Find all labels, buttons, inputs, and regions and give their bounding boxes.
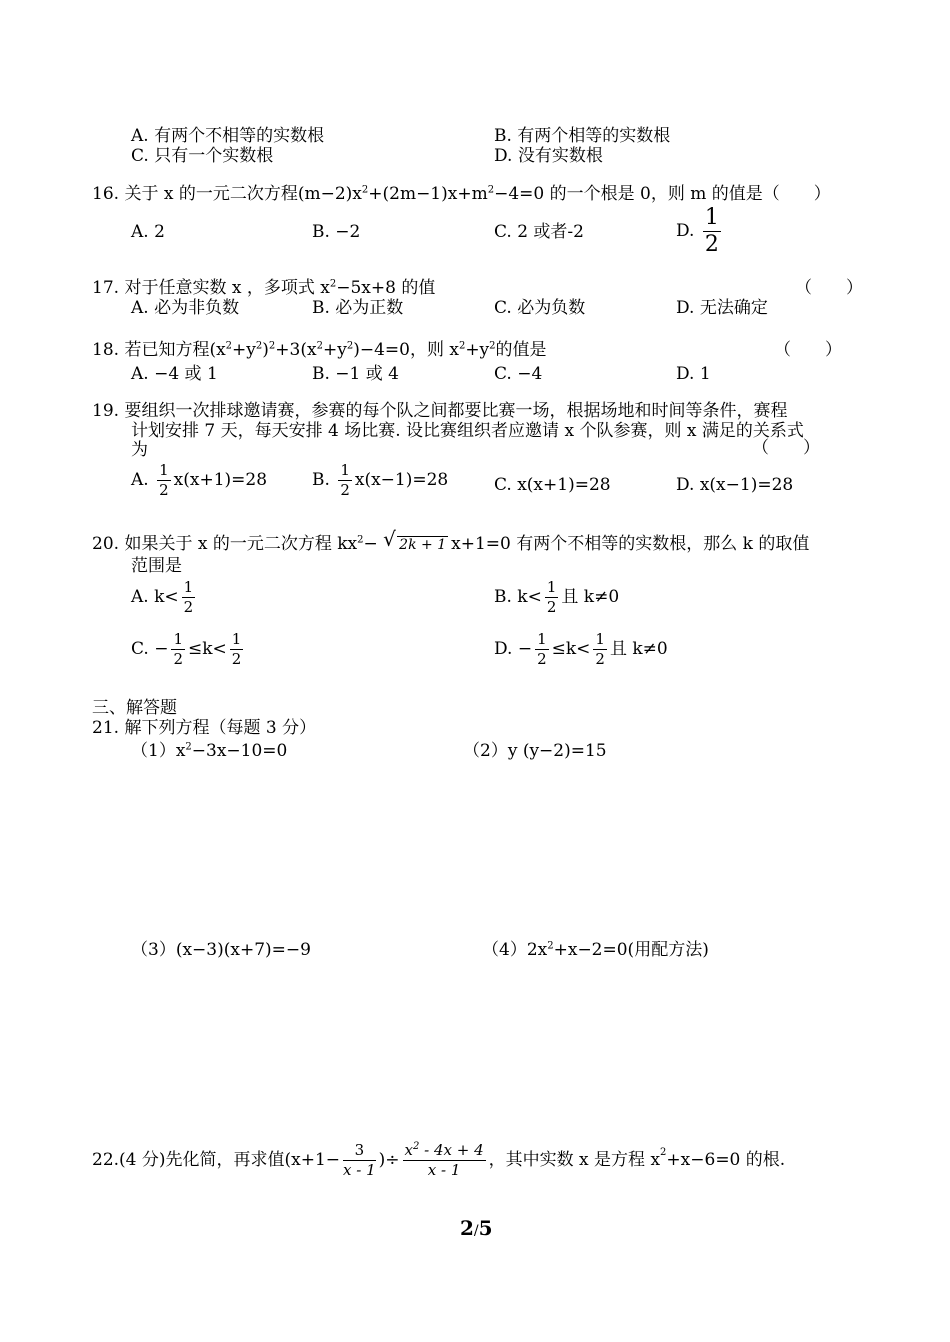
q19-stem-line2: 计划安排 7 天，每天安排 4 场比赛. 设比赛组织者应邀请 x 个队参赛，则 x 满足的关系式 bbox=[131, 421, 804, 441]
q19-option-a: A. $\frac{1}{2}$ x(x+1)=28 bbox=[131, 461, 268, 499]
section-title: 三、解答题 bbox=[92, 698, 177, 718]
q20-option-d: D. − $\frac{1}{2}$ ≤k< $\frac{1}{2}$ 且 k≠0 bbox=[494, 630, 668, 668]
q22-stem: 22.(4 分)先化简，再求值(x+1− $\frac{3}{x - 1}$ )÷ $\frac{x^2 - 4x + 4}{x - 1}$ ，其中实数 x 是方程 $x^2+x-6=0$ 的根. bbox=[92, 1141, 786, 1179]
fraction-one-half: $\frac{1}{2}$ bbox=[231, 630, 242, 668]
q19-answer-paren: （ ） bbox=[752, 438, 820, 458]
q19-stem-line3: 为 bbox=[131, 440, 148, 460]
q20-option-a: A. k< $\frac{1}{2}$ bbox=[131, 578, 194, 616]
q19-option-d: D. x(x−1)=28 bbox=[676, 475, 794, 495]
q16-option-d: D. $\frac{1}{2}$ bbox=[676, 205, 719, 257]
fraction-one-half: $\frac{1}{2}$ bbox=[704, 205, 719, 257]
q19-option-b: B. $\frac{1}{2}$ x(x−1)=28 bbox=[312, 461, 449, 499]
q21-part-4: $(4)2x^2+x-2=0$(用配方法) bbox=[482, 940, 709, 960]
fraction-one-half: $\frac{1}{2}$ bbox=[546, 578, 557, 616]
q15-option-d: D. 没有实数根 bbox=[494, 146, 603, 166]
q17-answer-paren: （ ） bbox=[795, 278, 863, 298]
fraction-one-half: $\frac{1}{2}$ bbox=[159, 461, 169, 499]
fraction-one-half: $\frac{1}{2}$ bbox=[183, 578, 194, 616]
q16-option-b: B. −2 bbox=[312, 222, 361, 242]
q17-option-a: A. 必为非负数 bbox=[131, 298, 240, 318]
q18-stem: 18. 若已知方程$(x^2+y^2)^2+3(x^2+y^2)-4=0$，则 $x^2+y^2$的值是 bbox=[92, 340, 547, 360]
fraction-one-half: $\frac{1}{2}$ bbox=[537, 630, 547, 668]
fraction-3-over-x-minus-1: $\frac{3}{x - 1}$ bbox=[343, 1141, 376, 1179]
q18-option-a: A. −4 或 1 bbox=[131, 364, 218, 384]
q17-option-c: C. 必为负数 bbox=[494, 298, 586, 318]
fraction-quadratic-over-x-minus-1: $\frac{x^2 - 4x + 4}{x - 1}$ bbox=[404, 1141, 484, 1179]
q21-part-2: （2）y (y−2)=15 bbox=[463, 741, 607, 761]
fraction-one-half: $\frac{1}{2}$ bbox=[173, 630, 183, 668]
q15-option-a: A. 有两个不相等的实数根 bbox=[131, 126, 325, 146]
q18-option-c: C. −4 bbox=[494, 364, 543, 384]
q15-option-b: B. 有两个相等的实数根 bbox=[494, 126, 671, 146]
q15-option-c: C. 只有一个实数根 bbox=[131, 146, 274, 166]
q19-option-c: C. x(x+1)=28 bbox=[494, 475, 611, 495]
q20-stem: 20. 如果关于 x 的一元二次方程 $kx^2-$ √ 2k + 1 x+1=0 有两个不相等的实数根，那么 k 的取值 bbox=[92, 527, 810, 554]
q17-option-d: D. 无法确定 bbox=[676, 298, 768, 318]
square-root: √ 2k + 1 bbox=[383, 527, 447, 553]
q16-stem: 16. 关于 x 的一元二次方程$(m-2)x^2+(2m-1)x+m^2-4=0$ 的一个根是 0，则 m 的值是（ ） bbox=[92, 184, 831, 204]
q19-stem-line1: 19. 要组织一次排球邀请赛，参赛的每个队之间都要比赛一场，根据场地和时间等条件，赛程 bbox=[92, 401, 788, 421]
q16-option-a: A. 2 bbox=[131, 222, 165, 242]
q16-option-c: C. 2 或者-2 bbox=[494, 222, 584, 242]
fraction-one-half: $\frac{1}{2}$ bbox=[340, 461, 350, 499]
q18-option-d: D. 1 bbox=[676, 364, 711, 384]
page-number: 2/5 bbox=[460, 1216, 493, 1240]
q21-part-1: $(1)x^2-3x-10=0$ bbox=[131, 741, 288, 761]
q17-stem: 17. 对于任意实数 x ，多项式 $x^2-5x+8$ 的值 bbox=[92, 278, 436, 298]
q18-option-b: B. −1 或 4 bbox=[312, 364, 399, 384]
q20-stem-line2: 范围是 bbox=[131, 556, 182, 576]
fraction-one-half: $\frac{1}{2}$ bbox=[595, 630, 605, 668]
q17-option-b: B. 必为正数 bbox=[312, 298, 404, 318]
q20-option-b: B. k< $\frac{1}{2}$ 且 k≠0 bbox=[494, 578, 620, 616]
q21-part-3: （3）(x−3)(x+7)=−9 bbox=[131, 940, 311, 960]
q18-answer-paren: （ ） bbox=[774, 340, 842, 360]
q21-title: 21. 解下列方程（每题 3 分） bbox=[92, 718, 317, 738]
q20-option-c: C. − $\frac{1}{2}$ ≤k< $\frac{1}{2}$ bbox=[131, 630, 242, 668]
